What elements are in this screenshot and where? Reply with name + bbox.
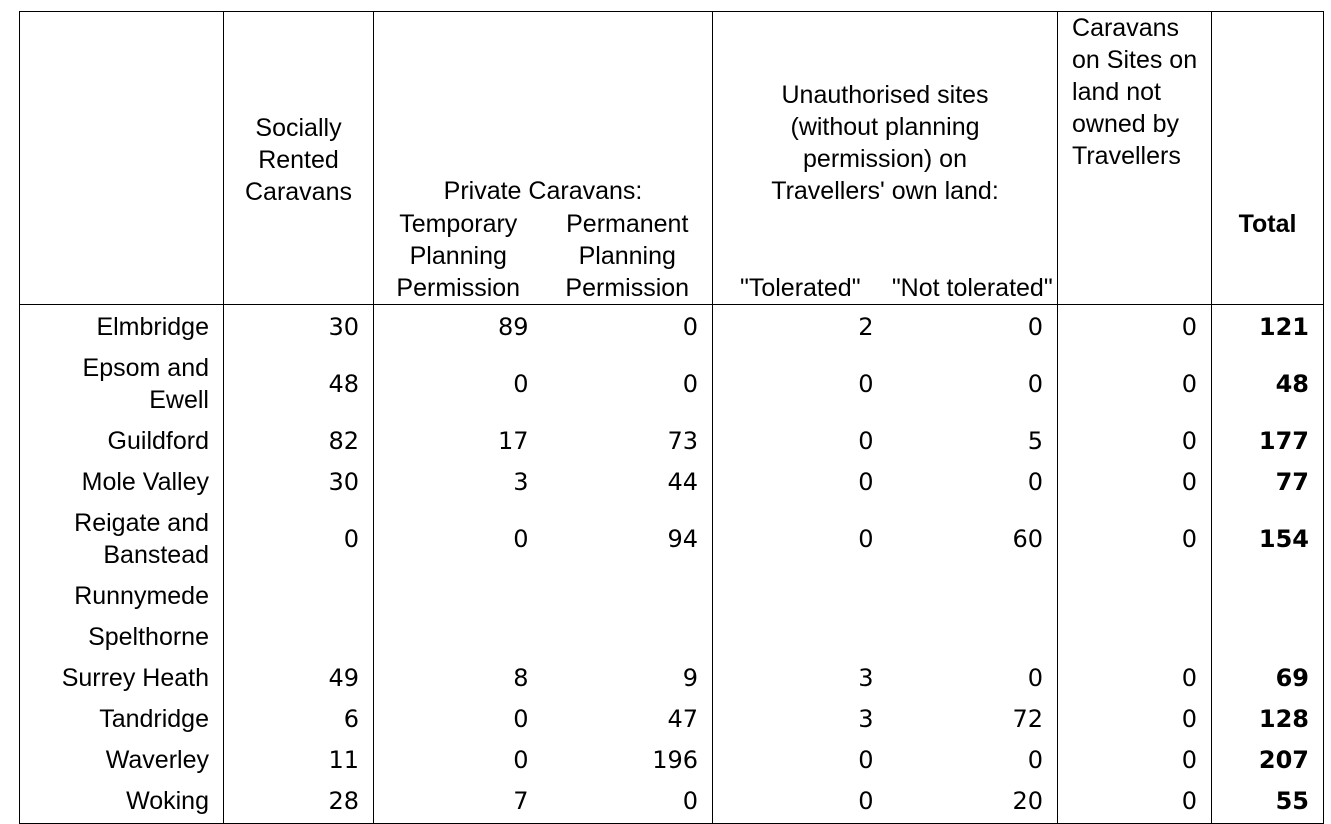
temporary-value: 89: [374, 305, 543, 348]
permanent-value: 94: [667, 525, 699, 553]
not-owned-value: 0: [1058, 698, 1212, 739]
caravan-count-table: [19, 11, 1324, 824]
permanent-value: 0: [682, 313, 699, 341]
tolerated-header: "Tolerated": [713, 207, 888, 305]
socially-rented-value: 49: [224, 657, 374, 698]
district-name: Elmbridge: [96, 313, 209, 341]
table-row: [20, 739, 1324, 780]
tolerated-value: 0: [713, 780, 888, 824]
not-tolerated-value: 0: [1027, 664, 1044, 692]
table-row: [20, 616, 1324, 657]
permanent-value: 73: [667, 427, 699, 455]
socially-rented-value: [224, 575, 374, 616]
not-tolerated-header: "Not tolerated": [888, 207, 1058, 305]
socially-rented-value: 0: [224, 502, 374, 575]
not-owned-value: 0: [1058, 420, 1212, 461]
table-row: [20, 780, 1324, 824]
not-tolerated-value: 20: [1012, 787, 1044, 815]
table-row: [20, 461, 1324, 502]
district-name: Surrey Heath: [61, 664, 209, 692]
district-name: Epsom and Ewell: [82, 354, 209, 414]
temporary-value: 3: [374, 461, 543, 502]
not-tolerated-value: 0: [1027, 370, 1044, 398]
temporary-value: 17: [374, 420, 543, 461]
total-value: [1212, 616, 1324, 657]
table-row: [20, 347, 1324, 420]
not-owned-value: 0: [1058, 657, 1212, 698]
not-owned-value: 0: [1058, 739, 1212, 780]
table-row: [20, 305, 1324, 348]
temporary-value: 0: [374, 502, 543, 575]
not-tolerated-value: 0: [1027, 468, 1044, 496]
socially-rented-value: 6: [224, 698, 374, 739]
table-row: [20, 502, 1324, 575]
socially-rented-header: Socially Rented Caravans: [224, 12, 374, 305]
tolerated-value: 2: [713, 305, 888, 348]
permanent-value: 196: [652, 746, 699, 774]
not-owned-value: 0: [1058, 461, 1212, 502]
tolerated-value: 3: [713, 657, 888, 698]
permanent-value: 47: [667, 705, 699, 733]
temporary-value: 8: [374, 657, 543, 698]
not-tolerated-value: 72: [1012, 705, 1044, 733]
socially-rented-value: 82: [224, 420, 374, 461]
permanent-value: [543, 616, 713, 657]
table-row: [20, 657, 1324, 698]
socially-rented-value: 30: [224, 461, 374, 502]
total-value: 69: [1212, 657, 1324, 698]
district-name: Reigate and Banstead: [74, 509, 209, 569]
tolerated-value: 0: [713, 739, 888, 780]
not-owned-value: 0: [1058, 347, 1212, 420]
tolerated-value: 0: [713, 420, 888, 461]
not-owned-land-header: Caravans on Sites on land not owned by Travellers: [1058, 12, 1212, 305]
temporary-value: 0: [374, 347, 543, 420]
table-header: [20, 12, 1324, 305]
temporary-value: 0: [374, 698, 543, 739]
permanent-value: 0: [682, 370, 699, 398]
not-owned-value: 0: [1058, 780, 1212, 824]
not-tolerated-value: [888, 575, 1058, 616]
private-caravans-header: Private Caravans:: [374, 12, 713, 208]
district-name: Tandridge: [99, 705, 209, 733]
district-name: Woking: [126, 787, 209, 815]
tolerated-value: 0: [713, 347, 888, 420]
not-owned-value: 0: [1058, 305, 1212, 348]
total-value: 207: [1212, 739, 1324, 780]
district-name: Mole Valley: [81, 468, 209, 496]
not-tolerated-value: 60: [1012, 525, 1044, 553]
tolerated-value: [713, 575, 888, 616]
district-name: Runnymede: [74, 582, 209, 610]
total-value: 48: [1212, 347, 1324, 420]
permanent-permission-header: Permanent Planning Permission: [543, 207, 713, 305]
temporary-value: 7: [374, 780, 543, 824]
socially-rented-value: 11: [224, 739, 374, 780]
district-name: Waverley: [105, 746, 209, 774]
not-tolerated-value: 0: [1027, 313, 1044, 341]
not-tolerated-value: [888, 616, 1058, 657]
tolerated-value: [713, 616, 888, 657]
tolerated-value: 3: [713, 698, 888, 739]
permanent-value: 9: [682, 664, 699, 692]
total-header: Total: [1212, 12, 1324, 305]
permanent-value: 44: [667, 468, 699, 496]
temporary-permission-header: Temporary Planning Permission: [374, 207, 543, 305]
table-body: [20, 305, 1324, 824]
total-value: 128: [1212, 698, 1324, 739]
district-column-header: [20, 12, 224, 305]
socially-rented-value: 48: [224, 347, 374, 420]
temporary-value: [374, 575, 543, 616]
district-name: Spelthorne: [88, 623, 209, 651]
total-value: 121: [1212, 305, 1324, 348]
district-name: Guildford: [107, 427, 209, 455]
permanent-value: 0: [682, 787, 699, 815]
not-tolerated-value: 0: [1027, 746, 1044, 774]
total-value: 154: [1212, 502, 1324, 575]
permanent-value: [543, 575, 713, 616]
socially-rented-value: [224, 616, 374, 657]
table-row: [20, 698, 1324, 739]
table-row: [20, 575, 1324, 616]
total-value: [1212, 575, 1324, 616]
not-owned-value: [1058, 575, 1212, 616]
table-row: [20, 420, 1324, 461]
total-value: 55: [1212, 780, 1324, 824]
temporary-value: [374, 616, 543, 657]
tolerated-value: 0: [713, 461, 888, 502]
unauthorised-sites-header: Unauthorised sites (without planning permission) on Travellers' own land:: [713, 12, 1058, 208]
not-owned-value: 0: [1058, 502, 1212, 575]
socially-rented-value: 30: [224, 305, 374, 348]
total-value: 77: [1212, 461, 1324, 502]
not-tolerated-value: 5: [1027, 427, 1044, 455]
temporary-value: 0: [374, 739, 543, 780]
tolerated-value: 0: [713, 502, 888, 575]
not-owned-value: [1058, 616, 1212, 657]
socially-rented-value: 28: [224, 780, 374, 824]
total-value: 177: [1212, 420, 1324, 461]
